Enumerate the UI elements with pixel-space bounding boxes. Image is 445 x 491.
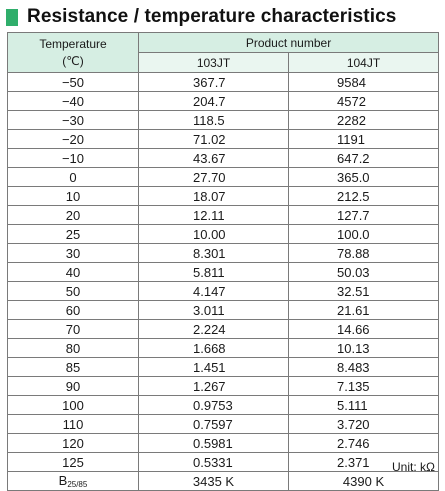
resistance-104jt-cell: 365.0: [289, 168, 439, 187]
temperature-cell: 120: [8, 434, 139, 453]
resistance-104jt-cell: 8.483: [289, 358, 439, 377]
b-constant-label: [8, 472, 139, 491]
resistance-103jt-cell: 367.7: [139, 73, 289, 92]
table-row: [8, 206, 439, 225]
resistance-table: [7, 32, 439, 491]
temperature-cell: −10: [8, 149, 139, 168]
resistance-103jt-cell: 10.00: [139, 225, 289, 244]
table-row: [8, 73, 439, 92]
temperature-cell: 0: [8, 168, 139, 187]
temperature-unit: (℃): [62, 53, 84, 68]
table-row: [8, 453, 439, 472]
resistance-104jt-cell: 7.135: [289, 377, 439, 396]
resistance-104jt-cell: 100.0: [289, 225, 439, 244]
table-row: [8, 339, 439, 358]
table-row: [8, 225, 439, 244]
table-row: [8, 244, 439, 263]
table-row: [8, 263, 439, 282]
resistance-104jt-cell: 647.2: [289, 149, 439, 168]
resistance-104jt-cell: 2.746: [289, 434, 439, 453]
table-row: [8, 187, 439, 206]
resistance-104jt-cell: 10.13: [289, 339, 439, 358]
resistance-103jt-cell: 1.451: [139, 358, 289, 377]
temperature-cell: 110: [8, 415, 139, 434]
resistance-103jt-cell: 71.02: [139, 130, 289, 149]
temperature-cell: 30: [8, 244, 139, 263]
temperature-cell: 60: [8, 301, 139, 320]
resistance-104jt-cell: 14.66: [289, 320, 439, 339]
temperature-header: [8, 33, 139, 73]
table-row: [8, 377, 439, 396]
b-constant-103jt: 3435 K: [139, 472, 289, 491]
resistance-103jt-cell: 27.70: [139, 168, 289, 187]
product-number-header: Product number: [139, 33, 439, 53]
table-row: [8, 149, 439, 168]
resistance-104jt-cell: 2.371: [289, 453, 439, 472]
resistance-103jt-cell: 18.07: [139, 187, 289, 206]
title-text: Resistance / temperature characteristics: [27, 6, 397, 27]
temperature-cell: −50: [8, 73, 139, 92]
b-constant-104jt: 4390 K: [289, 472, 439, 491]
temperature-cell: 20: [8, 206, 139, 225]
resistance-103jt-cell: 43.67: [139, 149, 289, 168]
resistance-103jt-cell: 0.9753: [139, 396, 289, 415]
table-row: [8, 282, 439, 301]
table-row: [8, 358, 439, 377]
resistance-104jt-cell: 4572: [289, 92, 439, 111]
table-body: [8, 73, 439, 491]
resistance-104jt-cell: 21.61: [289, 301, 439, 320]
resistance-103jt-cell: 5.811: [139, 263, 289, 282]
table-row: [8, 130, 439, 149]
table-row: [8, 111, 439, 130]
resistance-104jt-cell: 5.111: [289, 396, 439, 415]
table-row: [8, 396, 439, 415]
unit-note: Unit: kΩ: [392, 460, 435, 474]
resistance-103jt-cell: 1.668: [139, 339, 289, 358]
resistance-103jt-cell: 118.5: [139, 111, 289, 130]
column-header-103jt: 103JT: [139, 53, 289, 73]
resistance-103jt-cell: 0.5981: [139, 434, 289, 453]
resistance-104jt-cell: 50.03: [289, 263, 439, 282]
resistance-103jt-cell: 204.7: [139, 92, 289, 111]
resistance-104jt-cell: 212.5: [289, 187, 439, 206]
table-row: [8, 434, 439, 453]
table-row: [8, 415, 439, 434]
temperature-cell: 40: [8, 263, 139, 282]
resistance-104jt-cell: 78.88: [289, 244, 439, 263]
resistance-104jt-cell: 1191: [289, 130, 439, 149]
resistance-103jt-cell: 1.267: [139, 377, 289, 396]
resistance-103jt-cell: 3.011: [139, 301, 289, 320]
resistance-104jt-cell: 3.720: [289, 415, 439, 434]
temperature-cell: 90: [8, 377, 139, 396]
temperature-cell: 25: [8, 225, 139, 244]
title-marker: [6, 9, 18, 26]
temperature-cell: 85: [8, 358, 139, 377]
temperature-cell: 70: [8, 320, 139, 339]
temperature-cell: −40: [8, 92, 139, 111]
resistance-103jt-cell: 8.301: [139, 244, 289, 263]
temperature-cell: −20: [8, 130, 139, 149]
temperature-label: Temperature: [39, 36, 107, 51]
table-row: [8, 320, 439, 339]
b-constant-row: [8, 472, 439, 491]
resistance-103jt-cell: 0.5331: [139, 453, 289, 472]
table-row: [8, 168, 439, 187]
b-symbol: B: [58, 473, 68, 488]
column-header-104jt: 104JT: [289, 53, 439, 73]
temperature-cell: 80: [8, 339, 139, 358]
temperature-cell: 50: [8, 282, 139, 301]
resistance-104jt-cell: 2282: [289, 111, 439, 130]
section-title: [6, 4, 396, 30]
resistance-103jt-cell: 2.224: [139, 320, 289, 339]
resistance-104jt-cell: 9584: [289, 73, 439, 92]
temperature-cell: 10: [8, 187, 139, 206]
temperature-cell: 100: [8, 396, 139, 415]
temperature-cell: −30: [8, 111, 139, 130]
resistance-103jt-cell: 0.7597: [139, 415, 289, 434]
resistance-103jt-cell: 12.11: [139, 206, 289, 225]
resistance-104jt-cell: 127.7: [289, 206, 439, 225]
resistance-104jt-cell: 32.51: [289, 282, 439, 301]
b-subscript: 25/85: [67, 480, 88, 489]
table-row: [8, 92, 439, 111]
temperature-cell: 125: [8, 453, 139, 472]
table-row: [8, 301, 439, 320]
resistance-103jt-cell: 4.147: [139, 282, 289, 301]
